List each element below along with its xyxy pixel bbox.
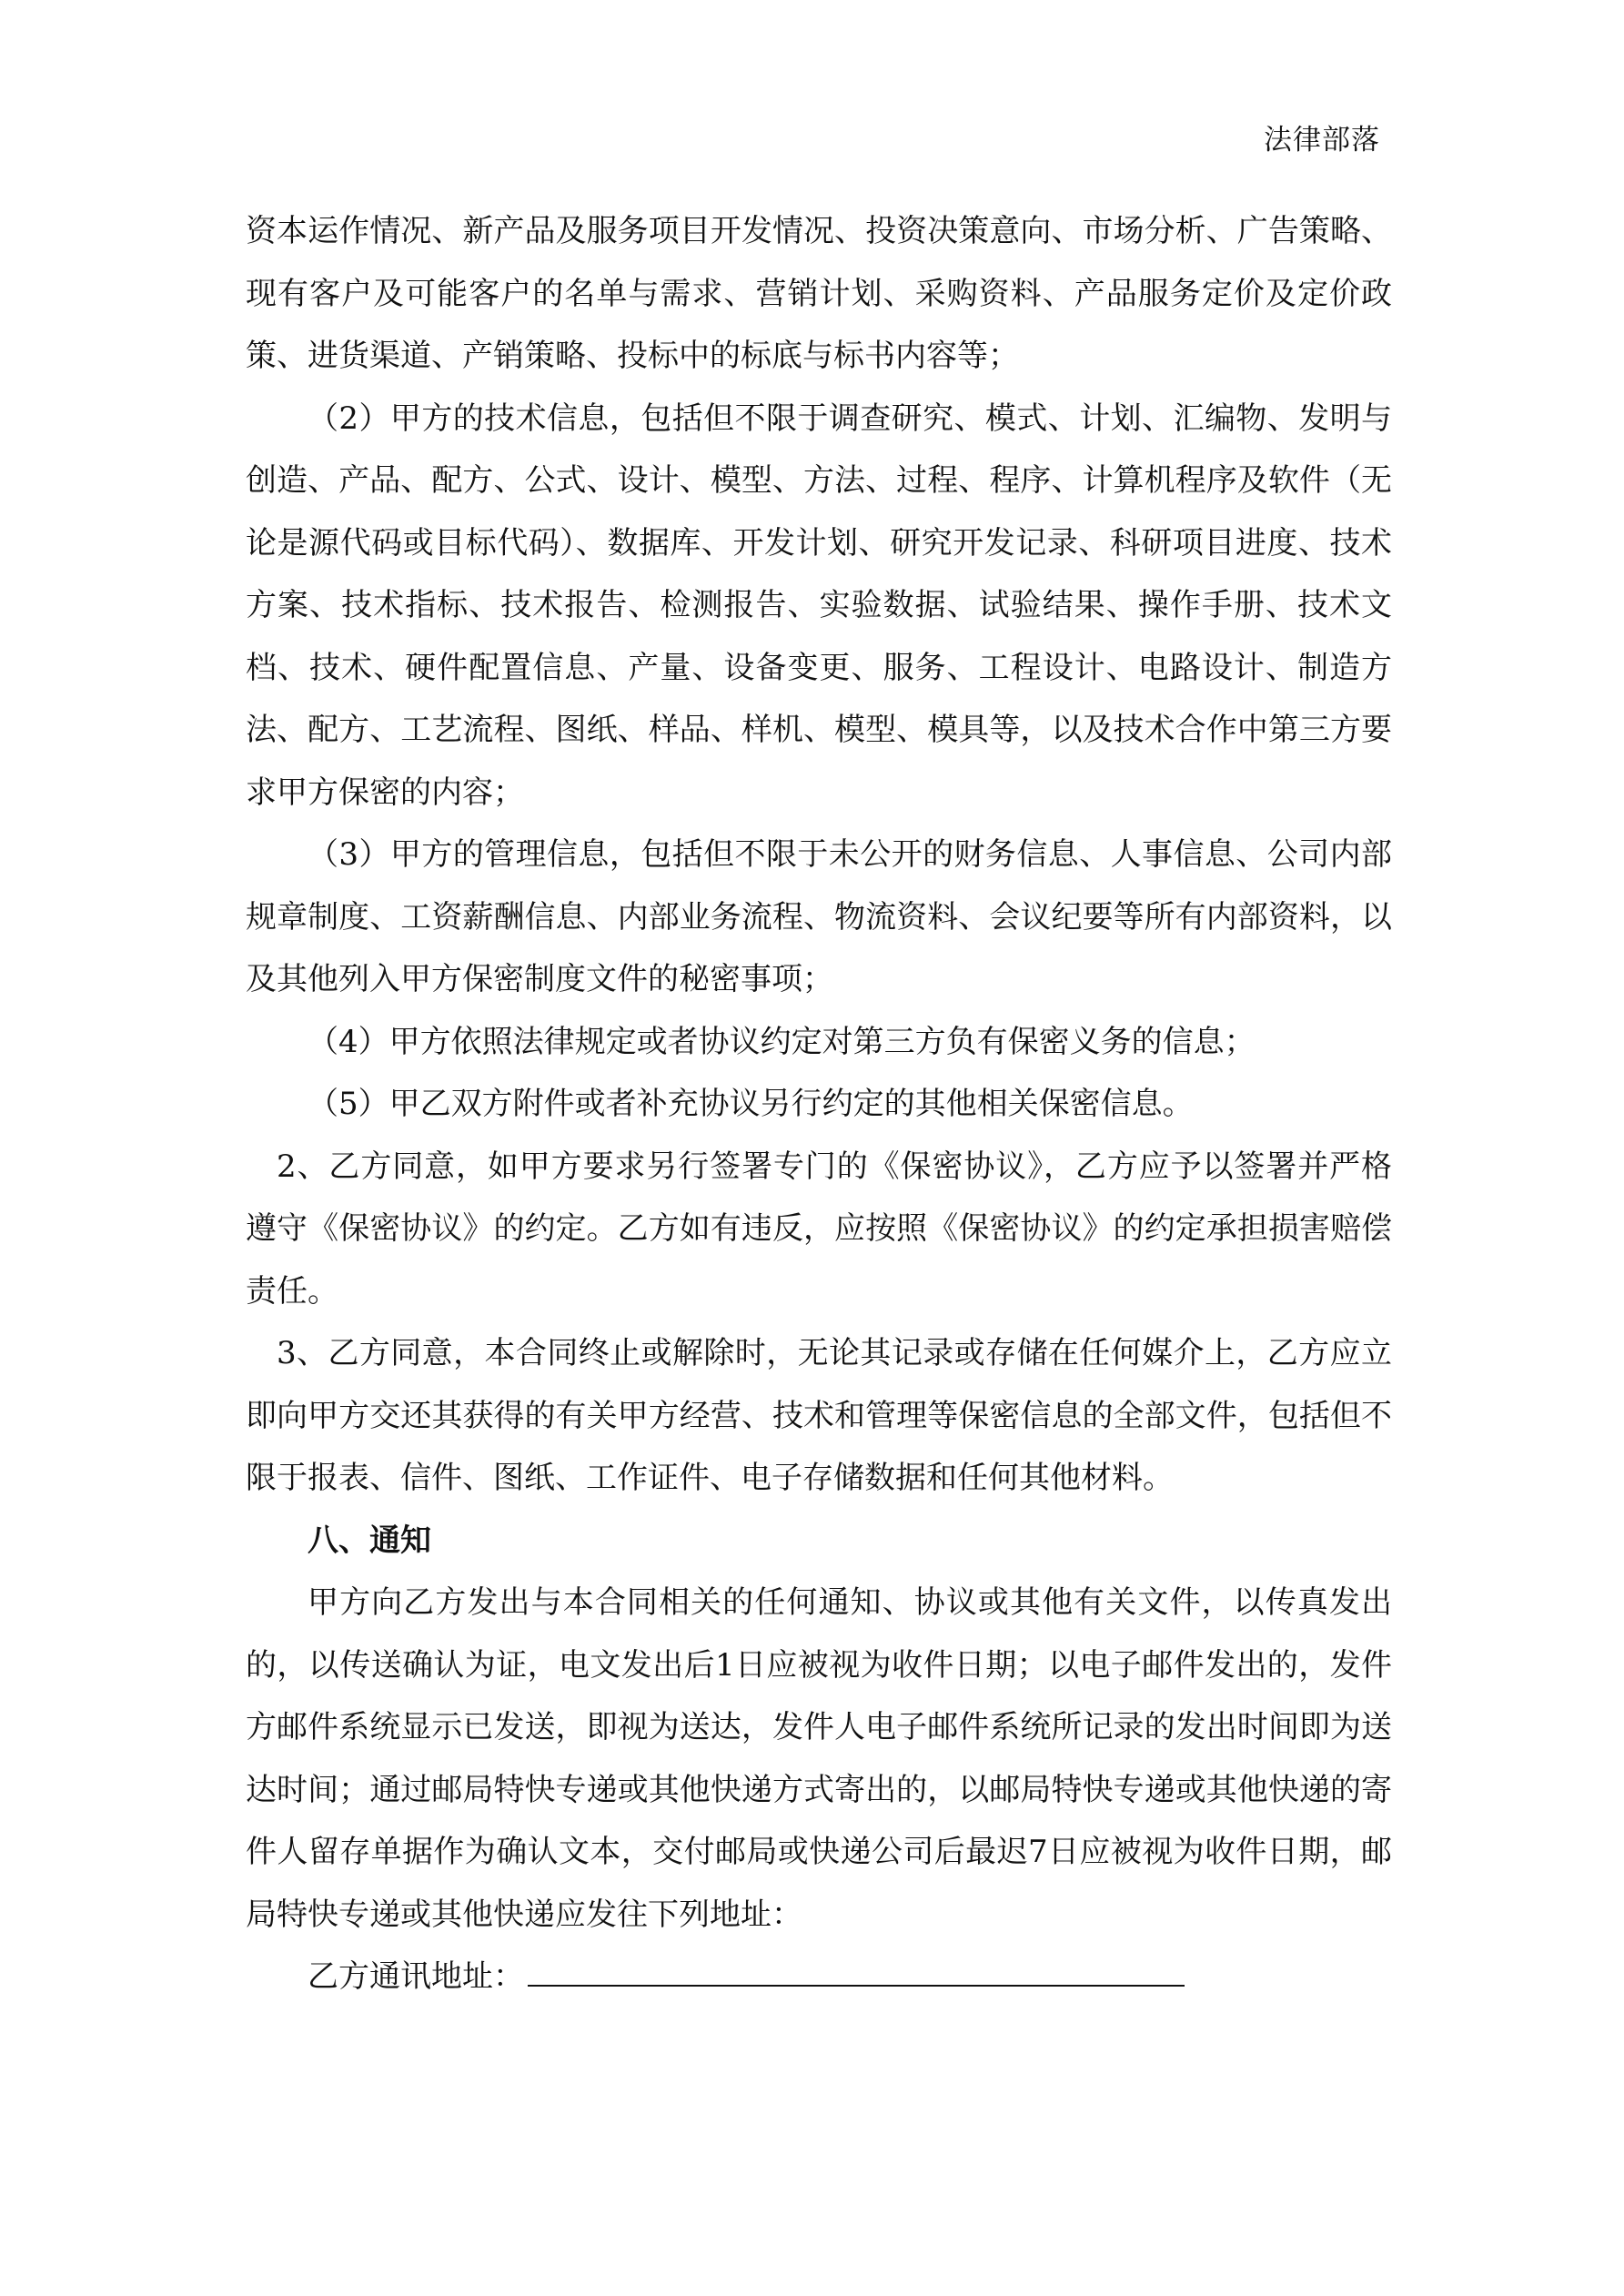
section-heading-notice: 八、通知 (308, 1522, 431, 1559)
address-label: 乙方通讯地址： (308, 1958, 524, 1995)
paragraph-management-info: （3）甲方的管理信息，包括但不限于未公开的财务信息、人事信息、公司内部规章制度、工资薪酬信息、内部业务流程、物流资料、会议纪要等所有内部资料，以及其他列入甲方保密制度文件的秘密事项； (246, 836, 1392, 997)
paragraph-clause-3: 3、乙方同意，本合同终止或解除时，无论其记录或存储在任何媒介上，乙方应立即向甲方交还其获得的有关甲方经营、技术和管理等保密信息的全部文件，包括但不限于报表、信件、图纸、工作证件、电子存储数据和任何其他材料。 (246, 1335, 1392, 1496)
paragraph-other-info: （5）甲乙双方附件或者补充协议另行约定的其他相关保密信息。 (308, 1086, 1194, 1122)
paragraph-notice: 甲方向乙方发出与本合同相关的任何通知、协议或其他有关文件，以传真发出的，以传送确认为证，电文发出后1日应被视为收件日期；以电子邮件发出的，发件方邮件系统显示已发送，即视为送达，发件人电子邮件系统所记录的发出时间即为送达时间；通过邮局特快专递或其他快递方式寄出的，以邮局特快专递或其他快递的寄件人留存单据作为确认文本，交付邮局或快递公司后最迟7日应被视为收件日期，邮局特快专递或其他快递应发往下列地址： (246, 1584, 1392, 1933)
paragraph-third-party-info: （4）甲方依照法律规定或者协议约定对第三方负有保密义务的信息； (308, 1023, 1256, 1060)
paragraph-technical-info: （2）甲方的技术信息，包括但不限于调查研究、模式、计划、汇编物、发明与创造、产品、配方、公式、设计、模型、方法、过程、程序、计算机程序及软件（无论是源代码或目标代码）、数据库、开发计划、研究开发记录、科研项目进度、技术方案、技术指标、技术报告、检测报告、实验数据、试验结果、操作手册、技术文档、技术、硬件配置信息、产量、设备变更、服务、工程设计、电路设计、制造方法、配方、工艺流程、图纸、样品、样机、模型、模具等，以及技术合作中第三方要求甲方保密的内容； (246, 400, 1392, 811)
document-body (246, 200, 1392, 2008)
paragraph-business-info-continued: 资本运作情况、新产品及服务项目开发情况、投资决策意向、市场分析、广告策略、现有客户及可能客户的名单与需求、营销计划、采购资料、产品服务定价及定价政策、进货渠道、产销策略、投标中的标底与标书内容等； (246, 213, 1392, 374)
address-blank-line[interactable] (528, 1957, 1185, 1987)
header-brand: 法律部落 (1264, 124, 1380, 157)
address-row (246, 1946, 1392, 2008)
paragraph-clause-2: 2、乙方同意，如甲方要求另行签署专门的《保密协议》，乙方应予以签署并严格遵守《保密协议》的约定。乙方如有违反，应按照《保密协议》的约定承担损害赔偿责任。 (246, 1148, 1392, 1310)
